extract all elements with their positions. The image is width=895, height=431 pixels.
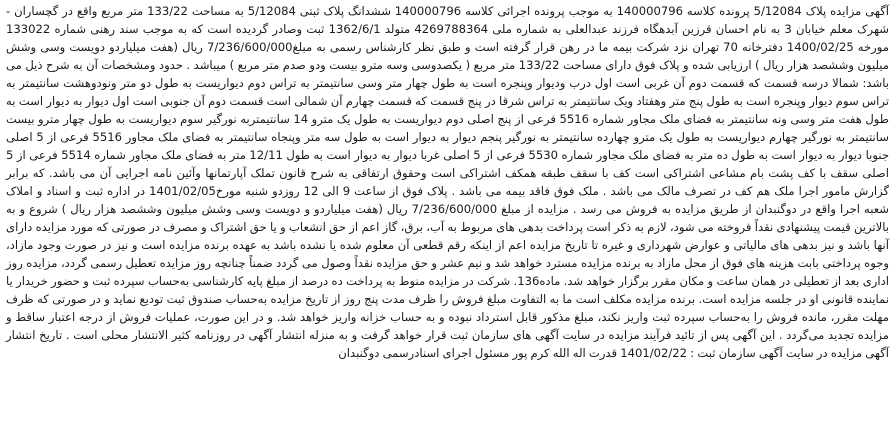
auction-notice-text: آگهی مزایده پلاک 5/12084 پرونده کلاسه 140000796 به موجب پرونده اجرائی کلاسه 140000796 ششدانگ پلاک ثبتی 5/12084 به مساحت 133/22 متر مربع واقع در گچساران - شهرک معلم خیابان 3 به نام احسان قرزین آبدهگاه فرزند عبدالعلی به شماره ملی 4269788364 متولد 1362/6/1 ثبت وصادر گردیده است که به موجب سند رهنی شماره 133022 مورخه 1400/02/25 دفترخانه 70 تهران نزد شرکت بیمه ما در رهن قرار گرفته است و طبق نظر کارشناس رسمی به مبلغ7/236/600/000 ریال (هفت میلیاردو دویست وسی وشش میلیون وششصد هزار ریال ) ارزیابی شده و پلاک فوق دارای مساحت 133/22 متر مربع ( یکصدوسی وسه مترو بیست ودو صدم متر مربع ) میباشد . حدود ومشخصات آن به شرح ذیل می باشد: شمالا درسه قسمت که قسمت دوم آن غربی است اول درب وديوار وپنجره است به طول چهار متر وسی سانتیمتر به تراس دوم دیواریست به طول دو متر ونودوهشت سانتیمتر به تراس سوم دیوار وپنجره است به طول پنج متر وهفتاد ویک سانتیمتر به تراس شرقا در پنج قسمت که قسمت چهارم آن شمالی است قسمت دوم آن جنوبی است اول دیوار به دیوار است به طول هفت متر وسی ونه سانتیمتر به فضای ملک مجاور شماره 5516 فرعی از پنج اصلی دوم دیواریست به طول یک مترو 14 سانتیمتربه نورگیر سوم دیواریست به طول چهار مترو بیست سانتیمتر به نورگیر چهارم دیواریست به طول یک مترو چهارده سانتیمتر به نورگیر پنجم دیوار به دیوار است به طول سه متر وپنجاه سانتیمتر به فضای ملک مجاور 5516 فرعی از 5 اصلی جنوبا دیوار به دیوار است به طول ده متر به فضای ملک مجاور شماره 5530 فرعی از 5 اصلی غربا دیوار به دیوار است به طول 12/11 متر به فضای ملک مجاور شماره 5514 فرعی از 5 اصلی سقف با کف پشت بام مشاعی اشتراکی است کف با سقف طبقه همکف اشتراکی است وحقوق ارتفاقی به شرح قانون تملک آپارتمانها وآئین نامه اجرایی آن می باشد. که برابر گزارش مامور اجرا ملک هم کف در تصرف مالک می باشد . ملک فوق فاقد بیمه می باشد . پلاک فوق از ساعت 9 الی 12 روزدو شنبه مورخ1401/02/05 در اداره ثبت و اسناد و املاک شعبه اجرا واقع در دوگنبدان از طریق مزایده به فروش می رسد . مزایده از مبلغ 7/236/600/000 ریال (هفت میلیاردو و دویست وسی وشش میلیون وششصد هزار ریال ) شروع و به بالاترین قیمت پیشنهادی نقداً فروخته می شود، لازم به ذکر است پرداخت بدهی های مربوط به آب، برق، گاز اعم از حق انشعاب و یا حق اشتراک و مصرف در صورتی که مورد مزایده دارای آنها باشد و نیز بدهی های مالیاتی و عوارض شهرداری و غیره تا تاریخ مزایده اعم از اینکه رقم قطعی آن معلوم شده یا نشده باشد به عهده برنده مزایده است و نیز در صورت وجود مازاد، وجوه پرداختی بابت هزینه های فوق از محل مازاد به برنده مزایده مسترد خواهد شد و نیم عشر و حق مزایده نقداً وصول می گردد ضمناً چنانچه روز مزایده تعطیل رسمی گردد، مزایده روز اداری بعد از تعطیلی در همان ساعت و مکان مقرر برگزار خواهد شد. ماده136. شرکت در مزایده منوط به پرداخت ده درصد از مبلغ پایه کارشناسی به‌حساب سپرده ثبت و حضور خریدار یا نماینده قانونی او در جلسه مزایده است. برنده مزایده مکلف است ما به التفاوت مبلغ فروش را ظرف مدت پنج روز از تاریخ مزایده به‌حساب صندوق ثبت تودیع نماید و در صورتی که ظرف مهلت مقرر، مانده فروش را به‌حساب سپرده ثبت واریز نکند، مبلغ مذکور قابل استرداد نبوده و به حساب خزانه واریز خواهد شد. و در این صورت، عملیات فروش از درجه اعتبار ساقط و مزایده تجدید می‌گردد . این آگهی پس از تائید فرآیند مزایده در سایت آگهی های سازمان ثبت قرار خواهد گرفت و به منزله انتشار آگهی در روزنامه کثیر الانتشار محلی است . تاریخ انتشار آگهی مزایده در سایت آگهی سازمان ثبت : 1401/02/22 قدرت اله الله کرم پور مسئول اجرای اسنادرسمی دوگنبدان <box>6 4 890 360</box>
